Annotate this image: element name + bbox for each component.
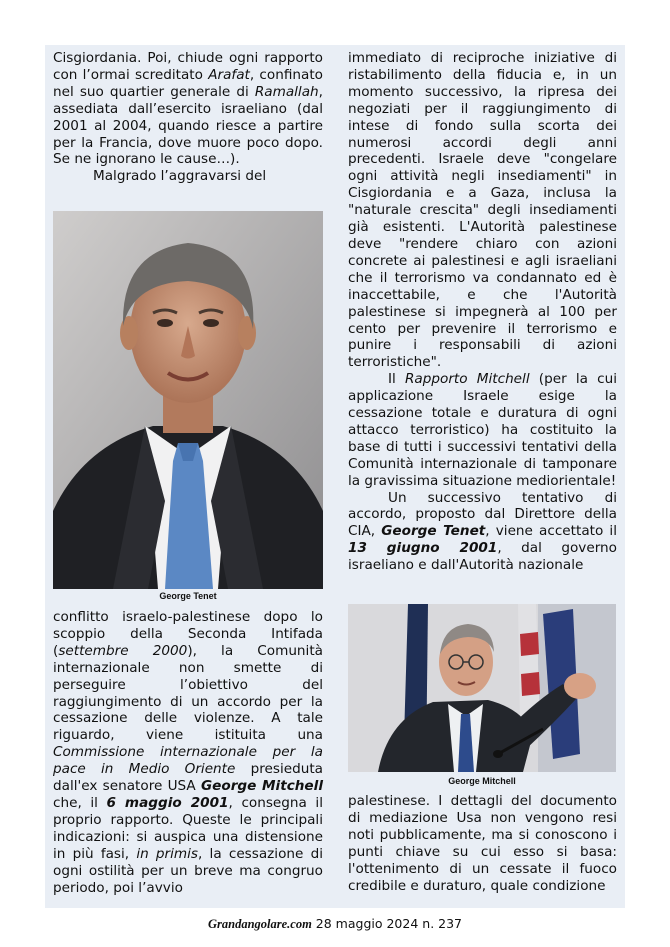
paragraph: Un successivo tentativo di accordo, proposto dal Direttore della CIA, George Tenet, viene accettato il 13 giugno 2001, dal governo israeliano e dall'Autorità nazionale — [348, 489, 617, 574]
footer-brand: Grandangolare.com — [208, 917, 312, 931]
paragraph: palestinese. I dettagli del documento di mediazione Usa non vengono resi noti pubblicamente, ma si conoscono i punti chiave su cui esso si basa: l'ottenimento di un cessate il fuoco credibile e duraturo, quale condizione — [348, 793, 617, 894]
in-primis: in primis — [136, 845, 199, 862]
date-tenet: 13 giugno 2001 — [348, 540, 498, 557]
paragraph: Malgrado l’aggravarsi del — [93, 168, 267, 185]
paragraph: conflitto israelo-palestinese dopo lo scoppio della Seconda Intifada (settembre 2000), la Comunità internazionale non smette di perseguire l’obiettivo del raggiungimento di un accordo per la cessazione delle violenze. A tale riguardo, viene istituita una Commissione internazionale per la pace in Medio Oriente presieduta dall'ex senatore USA George Mitchell che, il 6 maggio 2001, consegna il proprio rapporto. Queste le principali indicazioni: si auspica una distensione in più fasi, in primis, la cessazione di ogni ostilità per un breve ma congruo periodo, poi l’avvio — [53, 609, 323, 896]
mitchell-name: George Mitchell — [200, 778, 323, 795]
footer-issue: 28 maggio 2024 n. 237 — [311, 916, 462, 931]
tenet-name: George Tenet — [381, 523, 486, 540]
george-mitchell-caption: George Mitchell — [448, 776, 516, 786]
ramallah-name: Ramallah — [254, 83, 319, 100]
arafat-name: Arafat — [208, 66, 250, 83]
left-column-bottom — [53, 609, 323, 896]
mitchell-report-name: Rapporto Mitchell — [404, 371, 530, 388]
right-column-bottom — [348, 793, 617, 894]
paragraph: Il Rapporto Mitchell (per la cui applicazione Israele esige la cessazione totale e duratura di ogni attacco terroristico) ha costituito la base di tutti i successivi tentativi della Comunità internazionale di tamponare la gravissima situazione mediorientale! — [348, 371, 618, 489]
right-column-top — [348, 50, 617, 574]
page-footer — [0, 916, 670, 932]
commission-name: Commissione internazionale per la pace in Medio Oriente — [53, 744, 323, 778]
paragraph: Cisgiordania. Poi, chiude ogni rapporto con l’ormai screditato Arafat, confinato nel suo quartier generale di Ramallah, assediata dall’esercito israeliano (dal 2001 al 2004, quando riesce a partire per la Francia, dove muore poco dopo. Se ne ignorano le cause…). — [53, 50, 323, 168]
left-column-top — [53, 50, 323, 185]
paragraph: immediato di reciproche iniziative di ristabilimento della fiducia e, in un momento successivo, la ripresa dei negoziati per il raggiungimento di intese di fondo sulla scorta dei numerosi accordi degli anni precedenti. Israele deve "congelare ogni attività negli insediamenti" in Cisgiordania e a Gaza, inclusa la "naturale crescita" degli insediamenti già esistenti. L'Autorità palestinese deve "rendere chiaro con azioni concrete ai palestinesi e agli israeliani che il terrorismo va condannato ed è inaccettabile, e che l'Autorità palestinese si impegnerà al 100 per cento per prevenire il terrorismo e punire i responsabili di azioni terroristiche". — [348, 50, 617, 371]
date-report: 6 maggio 2001 — [106, 794, 229, 811]
date-intifada: settembre 2000 — [58, 642, 188, 659]
george-tenet-photo — [53, 211, 323, 589]
george-tenet-caption: George Tenet — [159, 591, 217, 601]
george-mitchell-photo — [348, 604, 616, 772]
